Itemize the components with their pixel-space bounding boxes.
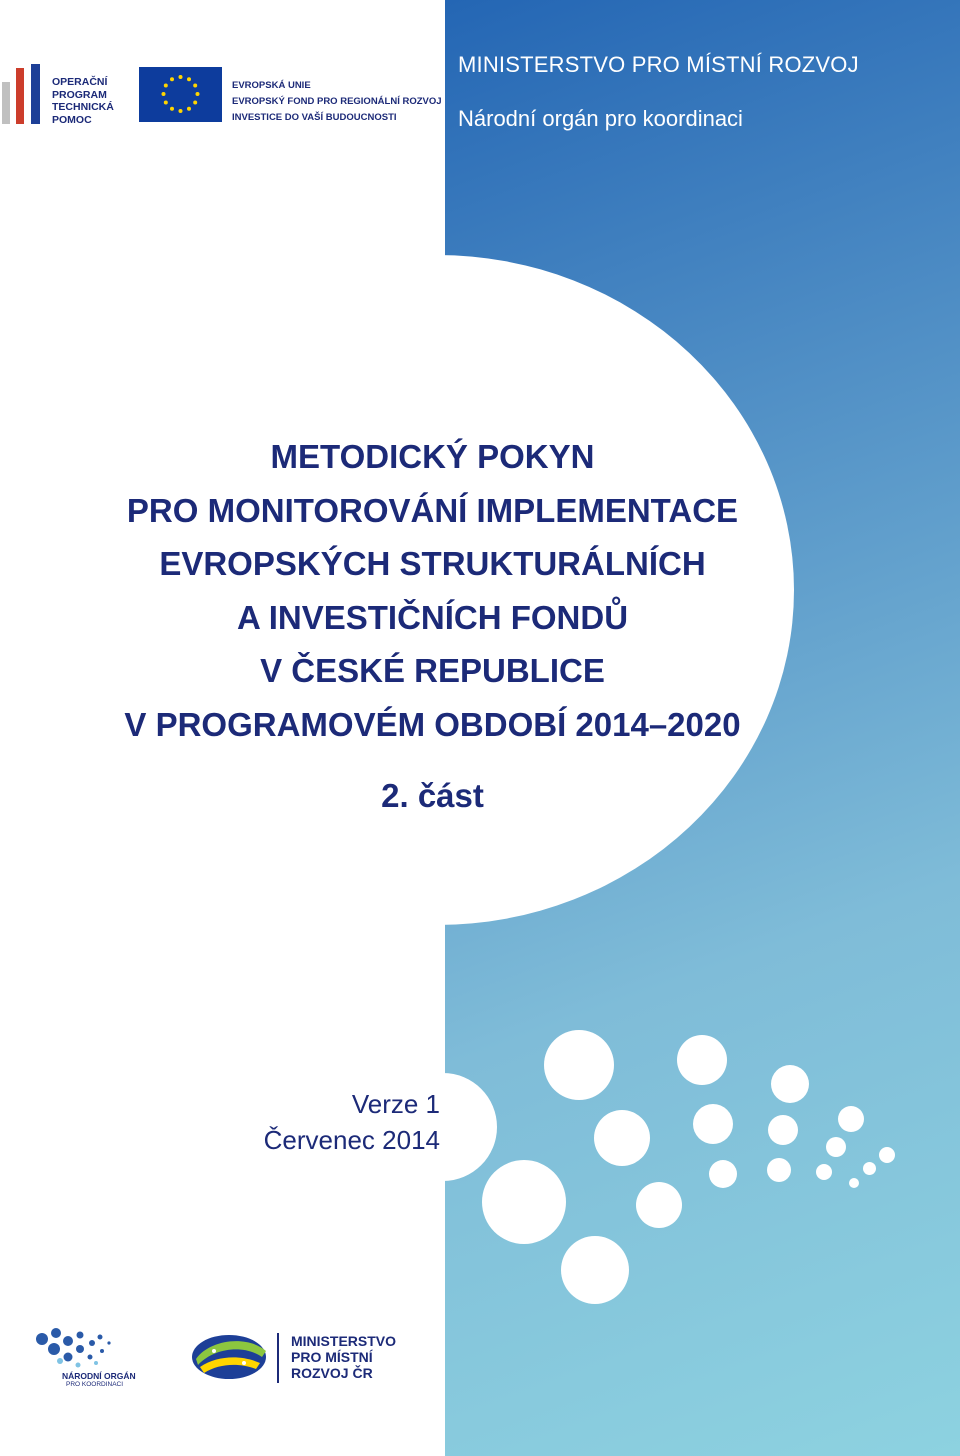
title-line: PRO MONITOROVÁNÍ IMPLEMENTACE	[126, 491, 739, 529]
document-part: 2. část	[381, 777, 484, 814]
decorative-dot	[849, 1178, 859, 1188]
decorative-dot	[561, 1236, 629, 1304]
mmr-logo-text: MINISTERSTVO PRO MÍSTNÍ ROZVOJ ČR	[291, 1333, 397, 1381]
decorative-dot	[693, 1104, 733, 1144]
document-title	[60, 430, 805, 815]
version-date: Červenec 2014	[263, 1125, 440, 1155]
header-block	[458, 52, 859, 132]
eu-flag-icon	[139, 67, 222, 122]
decorative-dot	[767, 1158, 791, 1182]
version-info	[264, 1086, 440, 1158]
ministry-subtitle: Národní orgán pro koordinaci	[458, 106, 743, 131]
decorative-dot	[771, 1065, 809, 1103]
mmr-logo-divider	[277, 1333, 279, 1383]
version-label: Verze 1	[351, 1089, 440, 1119]
ministry-name: MINISTERSTVO PRO MÍSTNÍ ROZVOJ	[458, 52, 859, 77]
decorative-dot	[709, 1160, 737, 1188]
eu-logo-text: EVROPSKÁ UNIE EVROPSKÝ FOND PRO REGIONÁLNÍ ROZVOJ INVESTICE DO VAŠÍ BUDOUCNOSTI	[232, 80, 442, 123]
decorative-dot	[544, 1030, 614, 1100]
decorative-dot	[879, 1147, 895, 1163]
decorative-dot	[636, 1182, 682, 1228]
title-line: V ČESKÉ REPUBLICE	[260, 652, 605, 689]
decorative-dot	[482, 1160, 566, 1244]
optp-logo-icon	[0, 62, 48, 126]
narodni-organ-logo-text: NÁRODNÍ ORGÁN	[62, 1371, 136, 1381]
decorative-dot	[863, 1162, 876, 1175]
decorative-dot	[677, 1035, 727, 1085]
narodni-organ-logo-icon	[34, 1325, 114, 1371]
optp-logo-text: OPERAČNÍ PROGRAM TECHNICKÁ POMOC	[52, 76, 114, 126]
narodni-organ-logo-subtext: PRO KOORDINACI	[66, 1381, 124, 1388]
decorative-dot	[816, 1164, 832, 1180]
title-line: A INVESTIČNÍCH FONDŮ	[236, 598, 629, 636]
title-line: V PROGRAMOVÉM OBDOBÍ 2014–2020	[124, 705, 741, 743]
title-line: METODICKÝ POKYN	[270, 438, 595, 475]
decorative-dot	[838, 1106, 864, 1132]
mmr-logo-icon	[190, 1333, 268, 1381]
decorative-dot	[594, 1110, 650, 1166]
title-line: EVROPSKÝCH STRUKTURÁLNÍCH	[159, 545, 706, 582]
decorative-dot	[768, 1115, 798, 1145]
decorative-dot	[826, 1137, 846, 1157]
